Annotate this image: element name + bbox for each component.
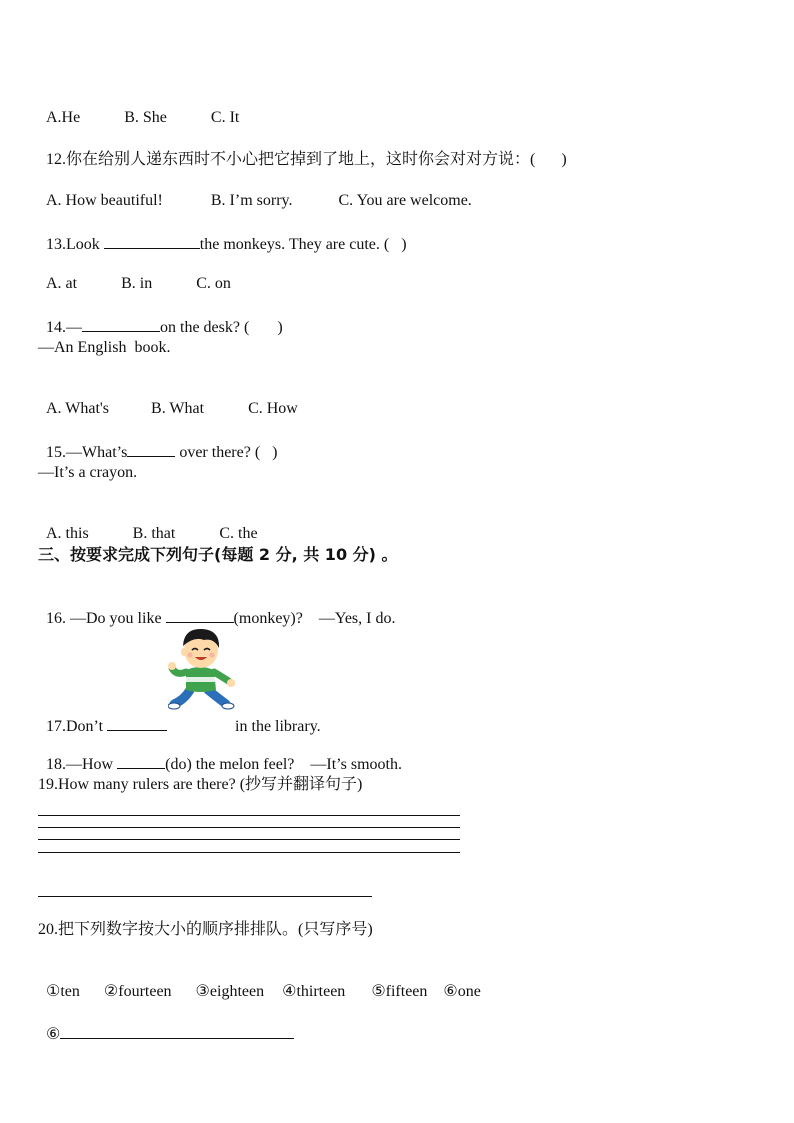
q12-option-c: C. You are welcome.: [338, 192, 472, 209]
q13-paren-close: ): [401, 236, 407, 253]
q20-stem: 20.把下列数字按大小的顺序排排队。(只写序号): [38, 921, 373, 938]
q19-writing-line-2[interactable]: [38, 827, 460, 828]
q11-option-a: A.He: [46, 109, 81, 126]
q17-suffix: in the library.: [235, 718, 321, 735]
q12-paren-close: ): [561, 151, 567, 168]
q13-stem: [38, 213, 407, 255]
q13-answer-blank[interactable]: [104, 233, 200, 249]
q20-answer-blank[interactable]: [60, 1023, 294, 1039]
q20-item-3: ③eighteen: [195, 983, 265, 1000]
q14-stem: [38, 296, 283, 338]
q15-answer: —It’s a crayon.: [38, 464, 138, 481]
q15-prefix: 15.—What’s: [46, 444, 128, 461]
q17-answer-blank[interactable]: [107, 715, 167, 731]
q15-option-c: C. the: [219, 525, 258, 542]
q12-option-b: B. I’m sorry.: [210, 192, 293, 209]
q14-paren-close: ): [277, 319, 283, 336]
q12-option-a: A. How beautiful!: [46, 192, 163, 209]
q18-stem: [38, 733, 402, 775]
q14-suffix: on the desk? (: [160, 319, 250, 336]
q16-prefix: 16. —Do you like: [46, 610, 166, 627]
q18-reply: —It’s smooth.: [310, 756, 402, 773]
q16-reply: —Yes, I do.: [318, 610, 396, 627]
q11-options: [38, 88, 239, 128]
q14-prefix: 14.—: [46, 319, 82, 336]
q13-option-c: C. on: [196, 275, 231, 292]
q19-writing-line-1[interactable]: [38, 815, 460, 816]
q15-options: [38, 504, 258, 544]
q14-options: [38, 379, 298, 419]
q20-items: [38, 962, 481, 1002]
q15-stem: [38, 421, 278, 463]
q20-answer-prefix: ⑥: [46, 1026, 61, 1043]
q18-suffix: (do) the melon feel?: [165, 756, 295, 773]
q20-item-1: ①ten: [46, 983, 80, 1000]
q16-suffix: (monkey)?: [233, 610, 303, 627]
q15-option-b: B. that: [132, 525, 176, 542]
q18-answer-blank[interactable]: [117, 753, 165, 769]
q20-item-4: ④thirteen: [282, 983, 346, 1000]
q17-prefix: 17.Don’t: [46, 718, 108, 735]
q14-option-c: C. How: [248, 400, 298, 417]
q11-option-c: C. It: [210, 109, 240, 126]
q13-option-a: A. at: [46, 275, 78, 292]
q13-prefix: 13.Look: [46, 236, 104, 253]
q15-suffix: over there? (: [175, 444, 261, 461]
q19-writing-line-3[interactable]: [38, 839, 460, 840]
q16-answer-blank[interactable]: [166, 607, 234, 623]
q13-options: [38, 254, 231, 294]
q14-answer-blank[interactable]: [82, 316, 160, 332]
q19-writing-line-4[interactable]: [38, 852, 460, 853]
q20-item-6: ⑥one: [443, 983, 481, 1000]
q13-suffix: the monkeys. They are cute. (: [199, 236, 390, 253]
q13-option-b: B. in: [121, 275, 153, 292]
q14-option-b: B. What: [151, 400, 205, 417]
q14-option-a: A. What's: [46, 400, 110, 417]
section-3-heading: 三、按要求完成下列句子(每题 2 分, 共 10 分) 。: [38, 545, 398, 564]
q12-stem-text: 12.你在给别人递东西时不小心把它掉到了地上，这时你会对对方说：(: [46, 151, 536, 168]
q20-item-2: ②fourteen: [103, 983, 172, 1000]
q19-stem: 19.How many rulers are there? (抄写并翻译句子): [38, 776, 363, 793]
q11-option-b: B. She: [124, 109, 167, 126]
q20-item-5: ⑤fifteen: [371, 983, 428, 1000]
q12-options: [38, 171, 472, 211]
q14-answer: —An English book.: [38, 339, 171, 356]
q12-stem: [38, 130, 567, 170]
q15-option-a: A. this: [46, 525, 89, 542]
q16-stem: [38, 587, 395, 629]
q19-translation-line[interactable]: [38, 896, 372, 897]
q15-answer-blank[interactable]: [127, 441, 175, 457]
q20-answer: [38, 1003, 294, 1045]
q18-prefix: 18.—How: [46, 756, 118, 773]
q17-stem: [38, 695, 321, 737]
q15-paren-close: ): [272, 444, 278, 461]
